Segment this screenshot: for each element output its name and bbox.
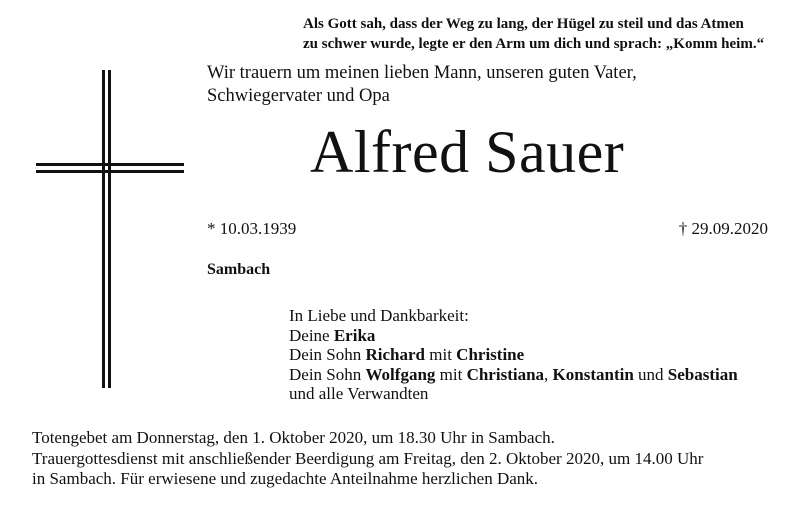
service-details: [32, 428, 703, 490]
intro-text: [207, 62, 637, 108]
mourners-intro: In Liebe und Dankbarkeit:: [289, 306, 469, 325]
death-date: † 29.09.2020: [678, 219, 768, 238]
cross-horizontal-bar-2: [36, 170, 184, 173]
deceased-name: Alfred Sauer: [310, 119, 625, 185]
quote-line-2: zu schwer wurde, legte er den Arm um dich und sprach: „Komm heim.“: [303, 36, 765, 52]
intro-line-1: Wir trauern um meinen lieben Mann, unseren guten Vater,: [207, 63, 637, 83]
intro-line-2: Schwiegervater und Opa: [207, 86, 390, 106]
mourner-name: Sebastian: [667, 364, 738, 384]
mourner-line-3: Dein Sohn Wolfgang mit Christiana, Konstantin und Sebastian: [289, 364, 738, 384]
cross-horizontal-bar: [36, 163, 184, 166]
mourner-line-4: und alle Verwandten: [289, 384, 429, 403]
quote-line-1: Als Gott sah, dass der Weg zu lang, der Hügel zu steil und das Atmen: [303, 16, 744, 32]
hometown: Sambach: [207, 261, 271, 278]
footer-line-3: in Sambach. Für erwiesene und zugedachte Anteilnahme herzlichen Dank.: [32, 469, 539, 488]
cross-vertical-bar: [102, 70, 105, 388]
mourner-name: Wolfgang: [365, 364, 436, 384]
footer-line-1: Totengebet am Donnerstag, den 1. Oktober 2020, um 18.30 Uhr in Sambach.: [32, 428, 555, 447]
mourner-line-1: Deine Erika: [289, 325, 376, 345]
mourner-name: Richard: [365, 345, 425, 364]
birth-date: * 10.03.1939: [207, 219, 297, 238]
mourner-name: Konstantin: [552, 364, 634, 384]
mourners-list: [289, 306, 738, 404]
mourner-line-2: Dein Sohn Richard mit Christine: [289, 345, 525, 364]
mourner-name: Christine: [456, 345, 525, 364]
memorial-quote: [303, 14, 773, 54]
mourner-name: Erika: [333, 325, 376, 345]
mourner-name: Christiana: [466, 364, 545, 384]
cross-vertical-bar-2: [108, 70, 111, 388]
footer-line-2: Trauergottesdienst mit anschließender Beerdigung am Freitag, den 2. Oktober 2020, um 14.00 Uhr: [32, 448, 704, 468]
